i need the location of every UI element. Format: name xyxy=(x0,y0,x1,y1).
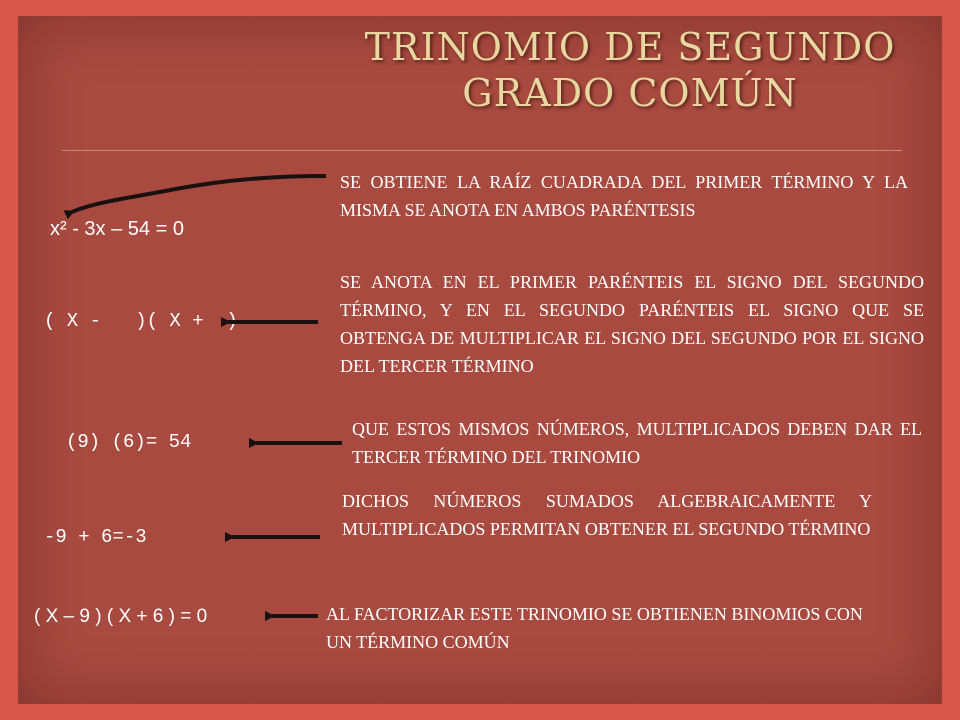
step-1-expression: x² - 3x – 54 = 0 xyxy=(50,218,184,240)
step-3-description: QUE ESTOS MISMOS NÚMEROS, MULTIPLICADOS DEBEN DAR EL TERCER TÉRMINO DEL TRINOMIO xyxy=(352,419,922,467)
step-2-description: SE ANOTA EN EL PRIMER PARÉNTEIS EL SIGNO DEL SEGUNDO TÉRMINO, Y EN EL SEGUNDO PARÉNTEIS EL SIGNO QUE SE OBTENGA DE MULTIPLICAR EL SIGNO DEL SEGUNDO POR EL SIGNO DEL TERCER TÉRMINO xyxy=(340,272,924,376)
step-1-description: SE OBTIENE LA RAÍZ CUADRADA DEL PRIMER TÉRMINO Y LA MISMA SE ANOTA EN AMBOS PARÉNTESIS xyxy=(340,172,908,220)
step-3-expression: (9) (6)= 54 xyxy=(66,431,192,453)
step-2-expression: ( X - )( X + ) xyxy=(44,310,238,332)
step-5-expression: ( X – 9 ) ( X + 6 ) = 0 xyxy=(34,606,208,627)
arrow-step-1 xyxy=(72,176,326,212)
step-5-description: AL FACTORIZAR ESTE TRINOMIO SE OBTIENEN BINOMIOS CON UN TÉRMINO COMÚN xyxy=(326,604,863,652)
step-4-description: DICHOS NÚMEROS SUMADOS ALGEBRAICAMENTE Y MULTIPLICADOS PERMITAN OBTENER EL SEGUNDO TÉRMINO xyxy=(342,491,872,539)
step-4-expression: -9 + 6=-3 xyxy=(44,526,147,548)
slide-title: TRINOMIO DE SEGUNDO GRADO COMÚN xyxy=(364,25,896,115)
